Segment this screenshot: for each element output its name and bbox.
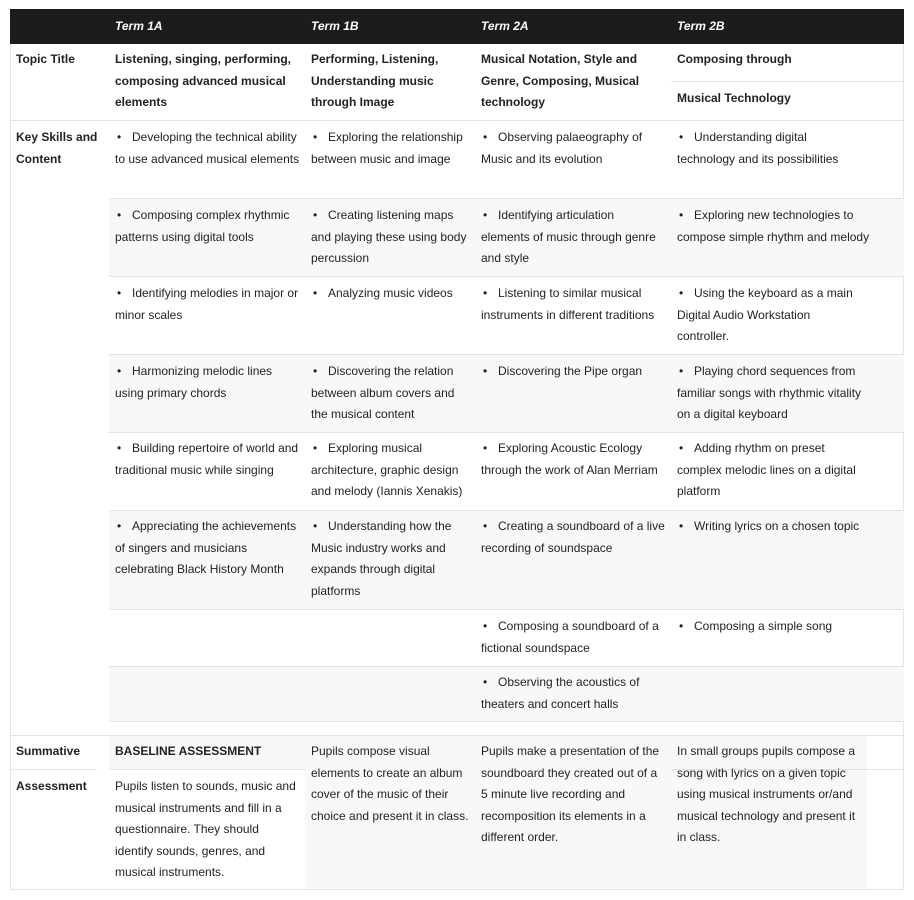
skill-item: • Identifying articulation elements of music through genre and style [481, 205, 666, 270]
skill-item: • Building repertoire of world and traditional music while singing [115, 438, 305, 481]
skill-item: • Harmonizing melodic lines using primary chords [115, 361, 290, 404]
skill-item: • Composing complex rhythmic patterns using digital tools [115, 205, 305, 248]
row-label-assessment: Assessment [16, 779, 87, 793]
skill-item: • Appreciating the achievements of singers and musicians celebrating Black History Month [115, 516, 305, 581]
summative-term-2b: In small groups pupils compose a song with lyrics on a given topic using musical instruments or/and musical technology and present it in class. [677, 744, 856, 845]
row-divider [109, 609, 904, 610]
topic-term-2a: Musical Notation, Style and Genre, Composing, Musical technology [481, 52, 640, 110]
skill-item: • Identifying melodies in major or minor scales [115, 283, 305, 326]
skill-item: • Writing lyrics on a chosen topic [677, 516, 872, 538]
row-divider [10, 120, 904, 121]
skill-item: • Discovering the Pipe organ [481, 361, 666, 383]
column-header-term-1a: Term 1A [115, 19, 163, 33]
skill-item: • Exploring the relationship between music and image [311, 127, 467, 170]
skill-item: • Understanding digital technology and its possibilities [677, 127, 862, 170]
skill-item: • Observing palaeography of Music and its evolution [481, 127, 666, 170]
row-divider [109, 432, 904, 433]
skill-item: • Exploring Acoustic Ecology through the work of Alan Merriam [481, 438, 666, 481]
skill-item: • Exploring new technologies to compose simple rhythm and melody [677, 205, 872, 248]
skill-item: • Creating listening maps and playing these using body percussion [311, 205, 471, 270]
skill-item: • Creating a soundboard of a live recording of soundspace [481, 516, 671, 559]
topic-term-1b: Performing, Listening, Understanding music through Image [311, 52, 439, 110]
baseline-assessment-body: Pupils listen to sounds, music and musical instruments and fill in a questionnaire. They should identify sounds, genres, and musical instruments. [115, 779, 296, 880]
row-divider [109, 198, 904, 199]
skill-item: • Using the keyboard as a main Digital Audio Workstation controller. [677, 283, 862, 348]
row-divider [10, 769, 97, 770]
skill-item: • Exploring musical architecture, graphic design and melody (Iannis Xenakis) [311, 438, 471, 503]
row-divider [10, 735, 904, 736]
row-label-topic-title: Topic Title [16, 52, 75, 66]
topic-term-1a: Listening, singing, performing, composing advanced musical elements [115, 52, 291, 110]
column-header-term-2b: Term 2B [677, 19, 725, 33]
row-divider [109, 354, 904, 355]
skill-item: • Developing the technical ability to use advanced musical elements [115, 127, 305, 170]
skill-item: • Analyzing music videos [311, 283, 471, 305]
baseline-assessment-title: BASELINE ASSESSMENT [115, 744, 262, 758]
row-divider [109, 510, 904, 511]
row-label-key-skills: Key Skills and Content [16, 130, 98, 166]
skill-item: • Composing a soundboard of a fictional soundspace [481, 616, 666, 659]
row-divider [109, 721, 904, 722]
table-header [10, 9, 904, 44]
column-header-term-2a: Term 2A [481, 19, 529, 33]
skill-item: • Adding rhythm on preset complex melodic lines on a digital platform [677, 438, 872, 503]
skill-item: • Listening to similar musical instruments in different traditions [481, 283, 666, 326]
column-header-term-1b: Term 1B [311, 19, 359, 33]
skill-item: • Discovering the relation between album covers and the musical content [311, 361, 471, 426]
row-divider [109, 276, 904, 277]
skill-item: • Composing a simple song [677, 616, 872, 638]
row-label-summative: Summative [16, 744, 81, 758]
skill-item: • Playing chord sequences from familiar songs with rhythmic vitality on a digital keyboard [677, 361, 872, 426]
topic-term-2b-continued: Musical Technology [677, 91, 791, 105]
row-divider [109, 666, 904, 667]
skill-item: • Observing the acoustics of theaters and concert halls [481, 672, 666, 715]
summative-term-1b: Pupils compose visual elements to create an album cover of the music of their choice and present it in class. [311, 744, 469, 823]
row-divider [671, 81, 904, 82]
row-divider [109, 769, 305, 770]
skill-item: • Understanding how the Music industry works and expands through digital platforms [311, 516, 471, 602]
topic-term-2b: Composing through [677, 52, 792, 66]
summative-term-2a: Pupils make a presentation of the soundboard they created out of a 5 minute live recording and recomposition its elements in a different order. [481, 744, 660, 845]
